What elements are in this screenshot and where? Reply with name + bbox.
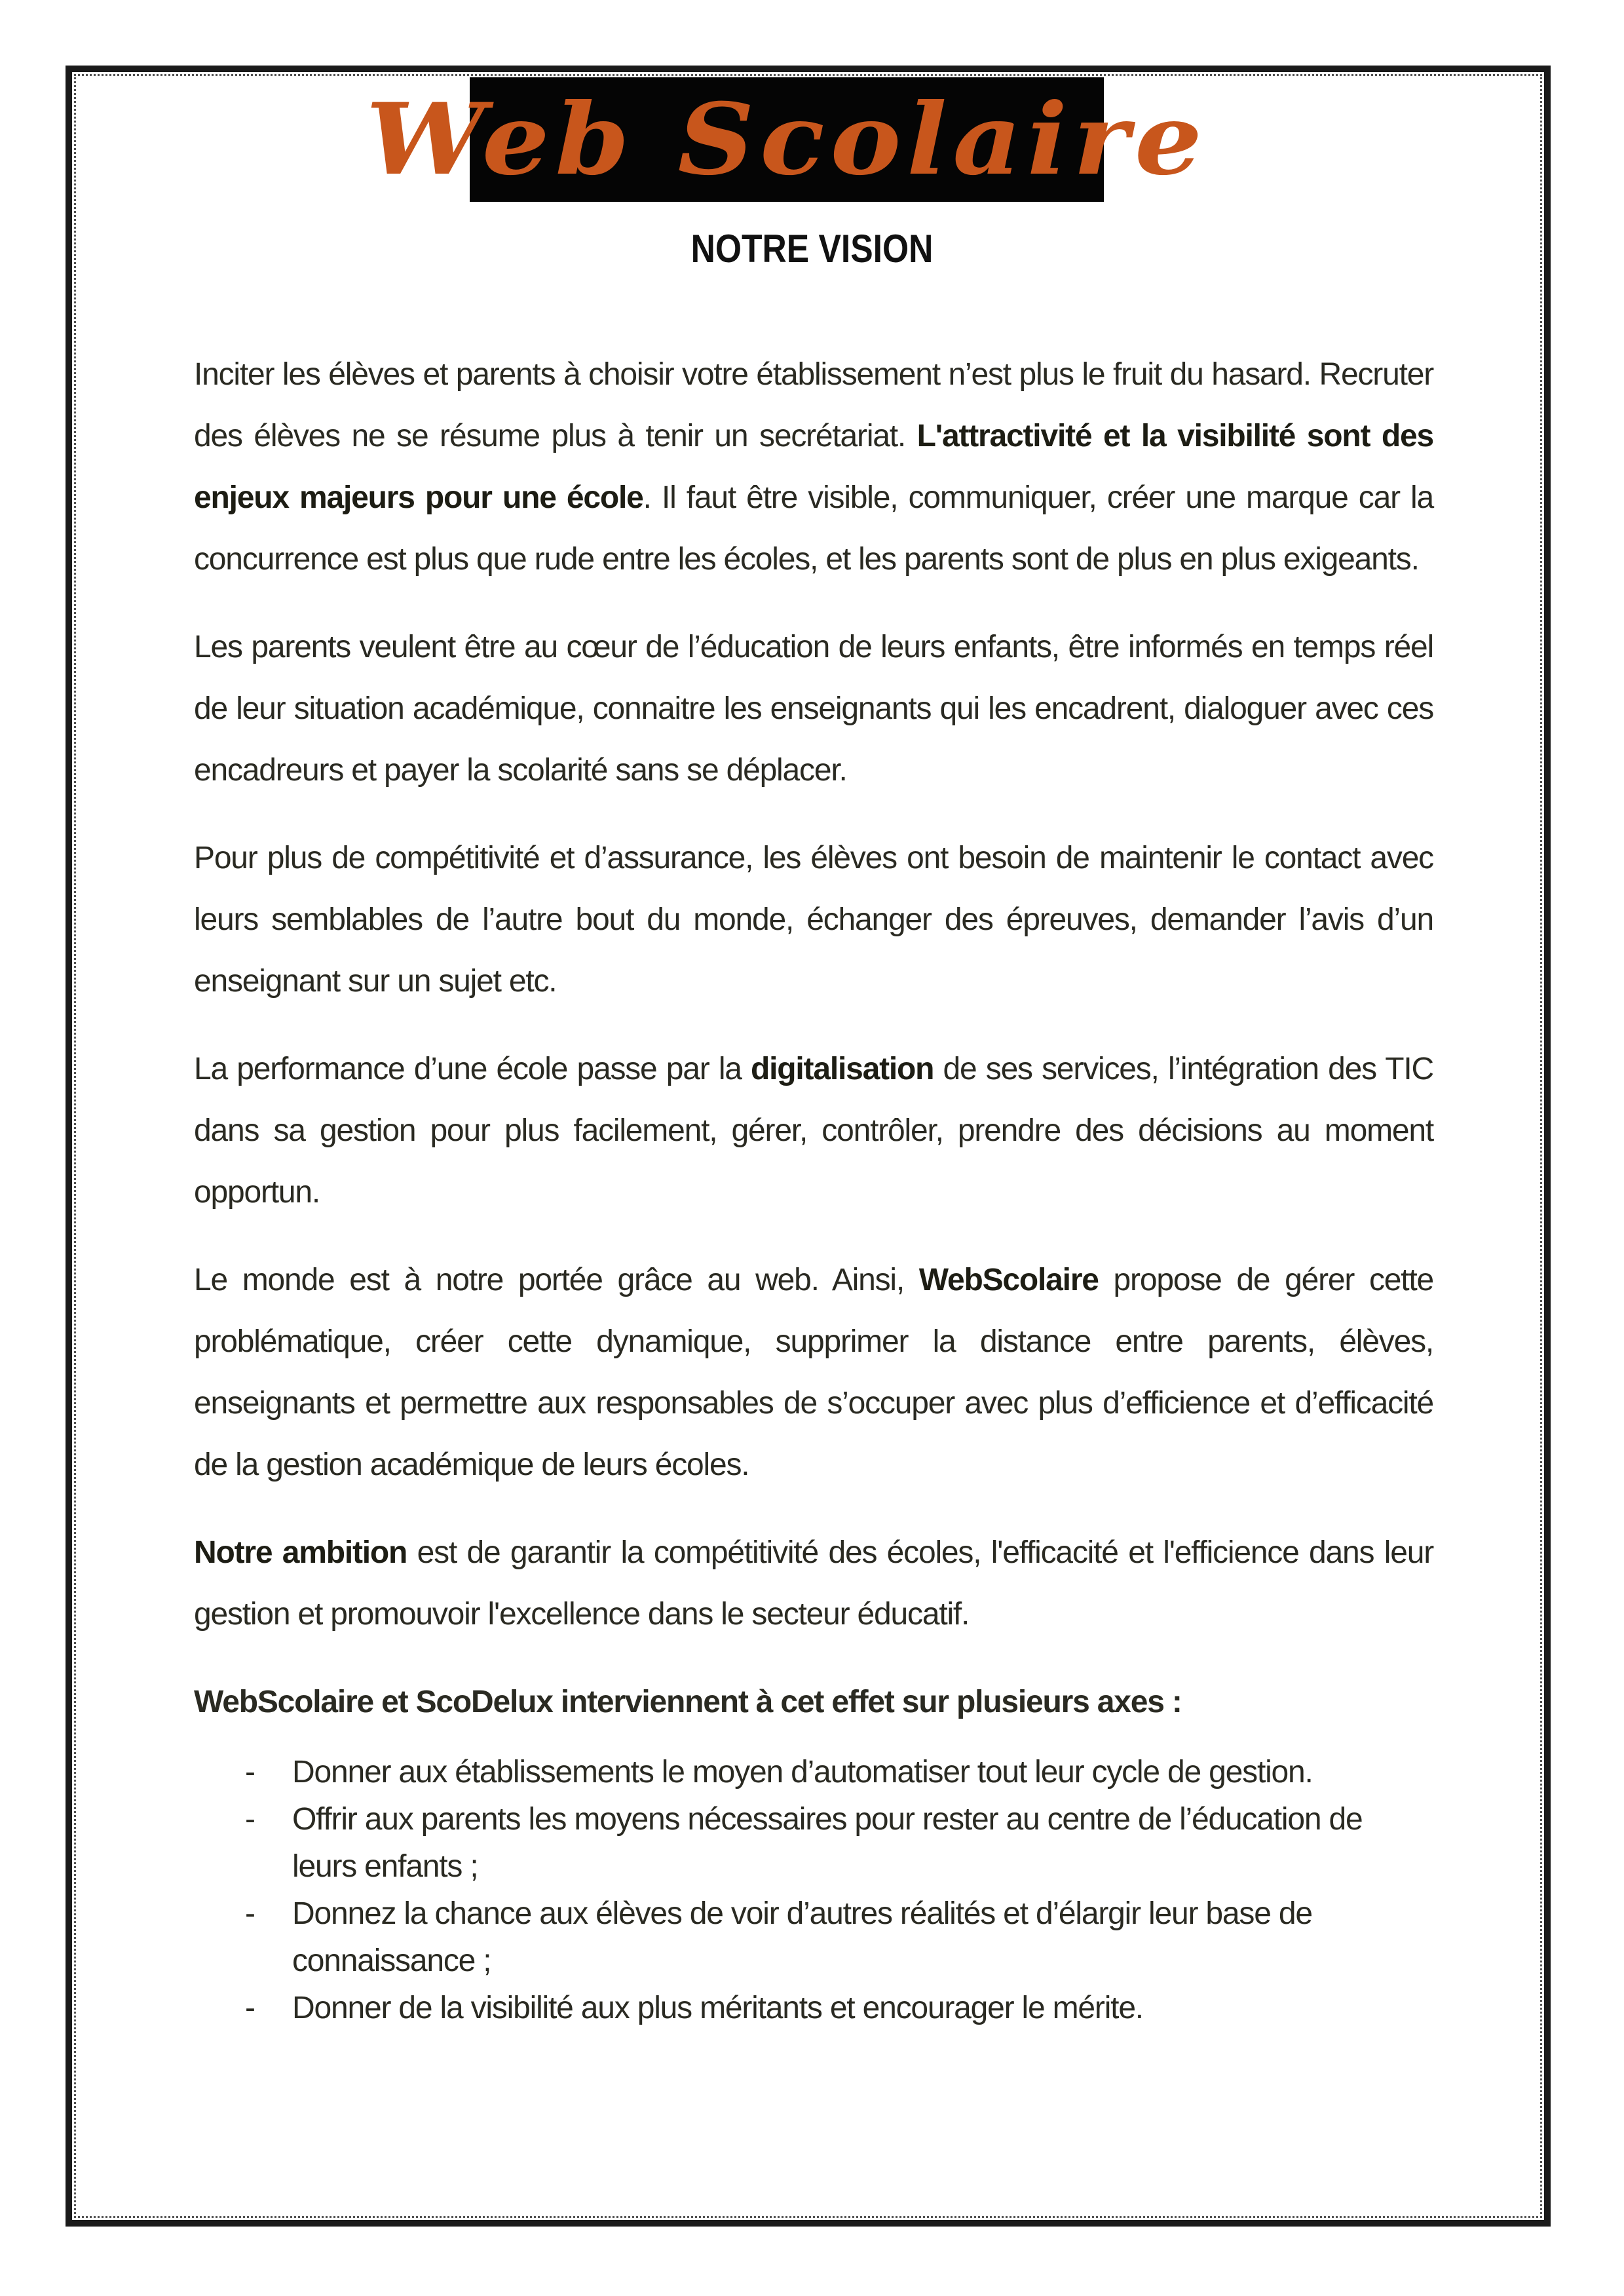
paragraph-text: . Il faut être visible, communiquer, créer une marque car la concurrence est plus que rude entre les écoles, et les parents sont de plus en plus exigeants. [194,480,1433,577]
paragraph-text: Le monde est à notre portée grâce au web. Ainsi, [194,1263,919,1297]
list-item-text: Offrir aux parents les moyens nécessaires pour rester au centre de l’éducation de leurs enfants ; [292,1802,1363,1884]
axes-list [194,1749,1433,2032]
web-scolaire-logo [366,77,1208,202]
list-bullet: - [245,1991,255,2025]
paragraph-attractivite [194,344,1433,590]
logo-text: Web Scolaire [366,82,1208,197]
list-item [194,1890,1419,1985]
list-item-text: Donner aux établissements le moyen d’automatiser tout leur cycle de gestion. [292,1755,1313,1789]
page-title: NOTRE VISION [690,227,934,271]
list-item-text: Donner de la visibilité aux plus méritants et encourager le mérite. [292,1991,1143,2025]
list-item [194,1749,1419,1796]
document-body [194,344,1433,2032]
paragraph-bold-text: WebScolaire [918,1263,1099,1297]
paragraph-text: est de garantir la compétitivité des écoles, l'efficacité et l'efficience dans leur gestion et promouvoir l'excellence dans le secteur éducatif. [194,1535,1433,1632]
paragraph-bold-text: L'attractivité et la visibilité sont des enjeux majeurs pour une école [194,419,1433,515]
paragraph-bold-text: Notre ambition [194,1535,407,1570]
paragraph-ambition [194,1522,1433,1645]
list-item [194,1985,1419,2032]
paragraph-performance [194,1039,1433,1223]
paragraph-text: La performance d’une école passe par la [194,1052,751,1086]
paragraph-competitivite: Pour plus de compétitivité et d’assurance, les élèves ont besoin de maintenir le contact avec leurs semblables de l’autre bout du monde, échanger des épreuves, demander l’avis d’un enseignant sur un sujet etc. [194,841,1433,999]
list-bullet: - [245,1802,255,1837]
paragraph-parents: Les parents veulent être au cœur de l’éducation de leurs enfants, être informés en temps réel de leur situation académique, connaitre les enseignants qui les encadrent, dialoguer avec ces encadreurs et payer la scolarité sans se déplacer. [194,630,1433,788]
list-item [194,1796,1419,1890]
paragraph-text: de ses services, l’intégration des TIC dans sa gestion pour plus facilement, gérer, contrôler, prendre des décisions au moment opportun. [194,1052,1433,1210]
list-bullet: - [245,1896,255,1931]
list-item-text: Donnez la chance aux élèves de voir d’autres réalités et d’élargir leur base de connaissance ; [292,1896,1312,1978]
axes-heading: WebScolaire et ScoDelux interviennent à cet effet sur plusieurs axes : [194,1685,1182,1719]
paragraph-text: propose de gérer cette problématique, créer cette dynamique, supprimer la distance entre parents, élèves, enseignants et permettre aux responsables de s’occuper avec plus d’efficience et d’efficacité de la gestion académique de leurs écoles. [194,1263,1434,1482]
paragraph-bold-text: digitalisation [751,1052,934,1086]
list-bullet: - [245,1755,255,1789]
paragraph-monde-web [194,1250,1433,1496]
paragraph-text: Inciter les élèves et parents à choisir votre établissement n’est plus le fruit du hasard. Recruter des élèves ne se résume plus à tenir un secrétariat. [194,357,1433,453]
